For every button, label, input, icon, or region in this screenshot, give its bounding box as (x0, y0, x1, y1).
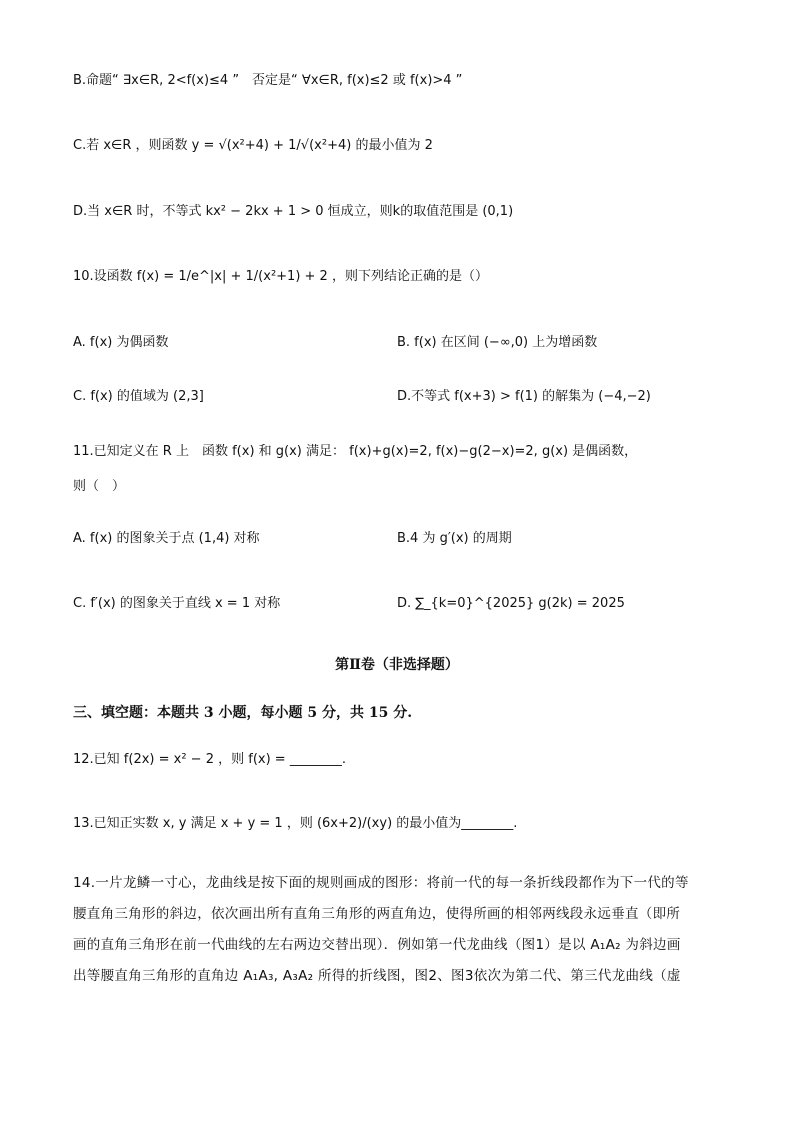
q14-paragraph (73, 868, 733, 992)
q10-option-c: C. f(x) 的值域为 (2,3] (73, 389, 204, 404)
q10-option-d: D.不等式 f(x+3) > f(1) 的解集为 (−4,−2) (397, 389, 651, 404)
q11-option-c: C. f′(x) 的图象关于直线 x = 1 对称 (73, 596, 281, 611)
q9-option-b: B.命题“ ∃x∈R, 2<f(x)≤4 ” 否定是“ ∀x∈R, f(x)≤2 或 f(x)>4 ” (73, 73, 463, 88)
q13-text: 13.已知正实数 x, y 满足 x + y = 1 ，则 (6x+2)/(xy) 的最小值为________. (73, 816, 518, 831)
q11-option-b: B.4 为 g′(x) 的周期 (397, 531, 512, 546)
q10-option-b: B. f(x) 在区间 (−∞,0) 上为增函数 (397, 335, 598, 350)
section-ii-title: 第Ⅱ卷（非选择题） (335, 657, 459, 673)
q12-text: 12.已知 f(2x) = x² − 2 ，则 f(x) = ________. (73, 752, 346, 767)
part-iii-title: 三、填空题：本题共 3 小题，每小题 5 分，共 15 分. (73, 705, 413, 721)
q14-line-3: 画的直角三角形在前一代曲线的左右两边交替出现）．例如第一代龙曲线（图1）是以 A₁A₂ 为斜边画 (73, 937, 681, 953)
q10-option-a: A. f(x) 为偶函数 (73, 335, 169, 350)
q11-option-a: A. f(x) 的图象关于点 (1,4) 对称 (73, 531, 260, 546)
q14-line-1: 14.一片龙鳞一寸心，龙曲线是按下面的规则画成的图形：将前一代的每一条折线段都作为下一代的等 (73, 875, 689, 891)
q11-stem: 11.已知定义在 R 上 函数 f(x) 和 g(x) 满足： f(x)+g(x)=2, f(x)−g(2−x)=2, g(x) 是偶函数， (73, 444, 638, 459)
q11-option-d: D. ∑_{k=0}^{2025} g(2k) = 2025 (397, 596, 625, 611)
q14-line-2: 腰直角三角形的斜边，依次画出所有直角三角形的两直角边，使得所画的相邻两线段永远垂直（即所 (73, 906, 681, 922)
q10-stem: 10.设函数 f(x) = 1/e^|x| + 1/(x²+1) + 2 ，则下列结论正确的是（） (73, 269, 488, 284)
q9-option-c: C.若 x∈R ，则函数 y = √(x²+4) + 1/√(x²+4) 的最小值为 2 (73, 138, 433, 153)
q14-line-4: 出等腰直角三角形的直角边 A₁A₃, A₃A₂ 所得的折线图，图2、图3依次为第二代、第三代龙曲线（虚 (73, 968, 681, 984)
q9-option-d: D.当 x∈R 时，不等式 kx² − 2kx + 1 > 0 恒成立，则k的取值范围是 (0,1) (73, 204, 514, 219)
q11-stem-continued: 则（ ） (73, 479, 126, 494)
